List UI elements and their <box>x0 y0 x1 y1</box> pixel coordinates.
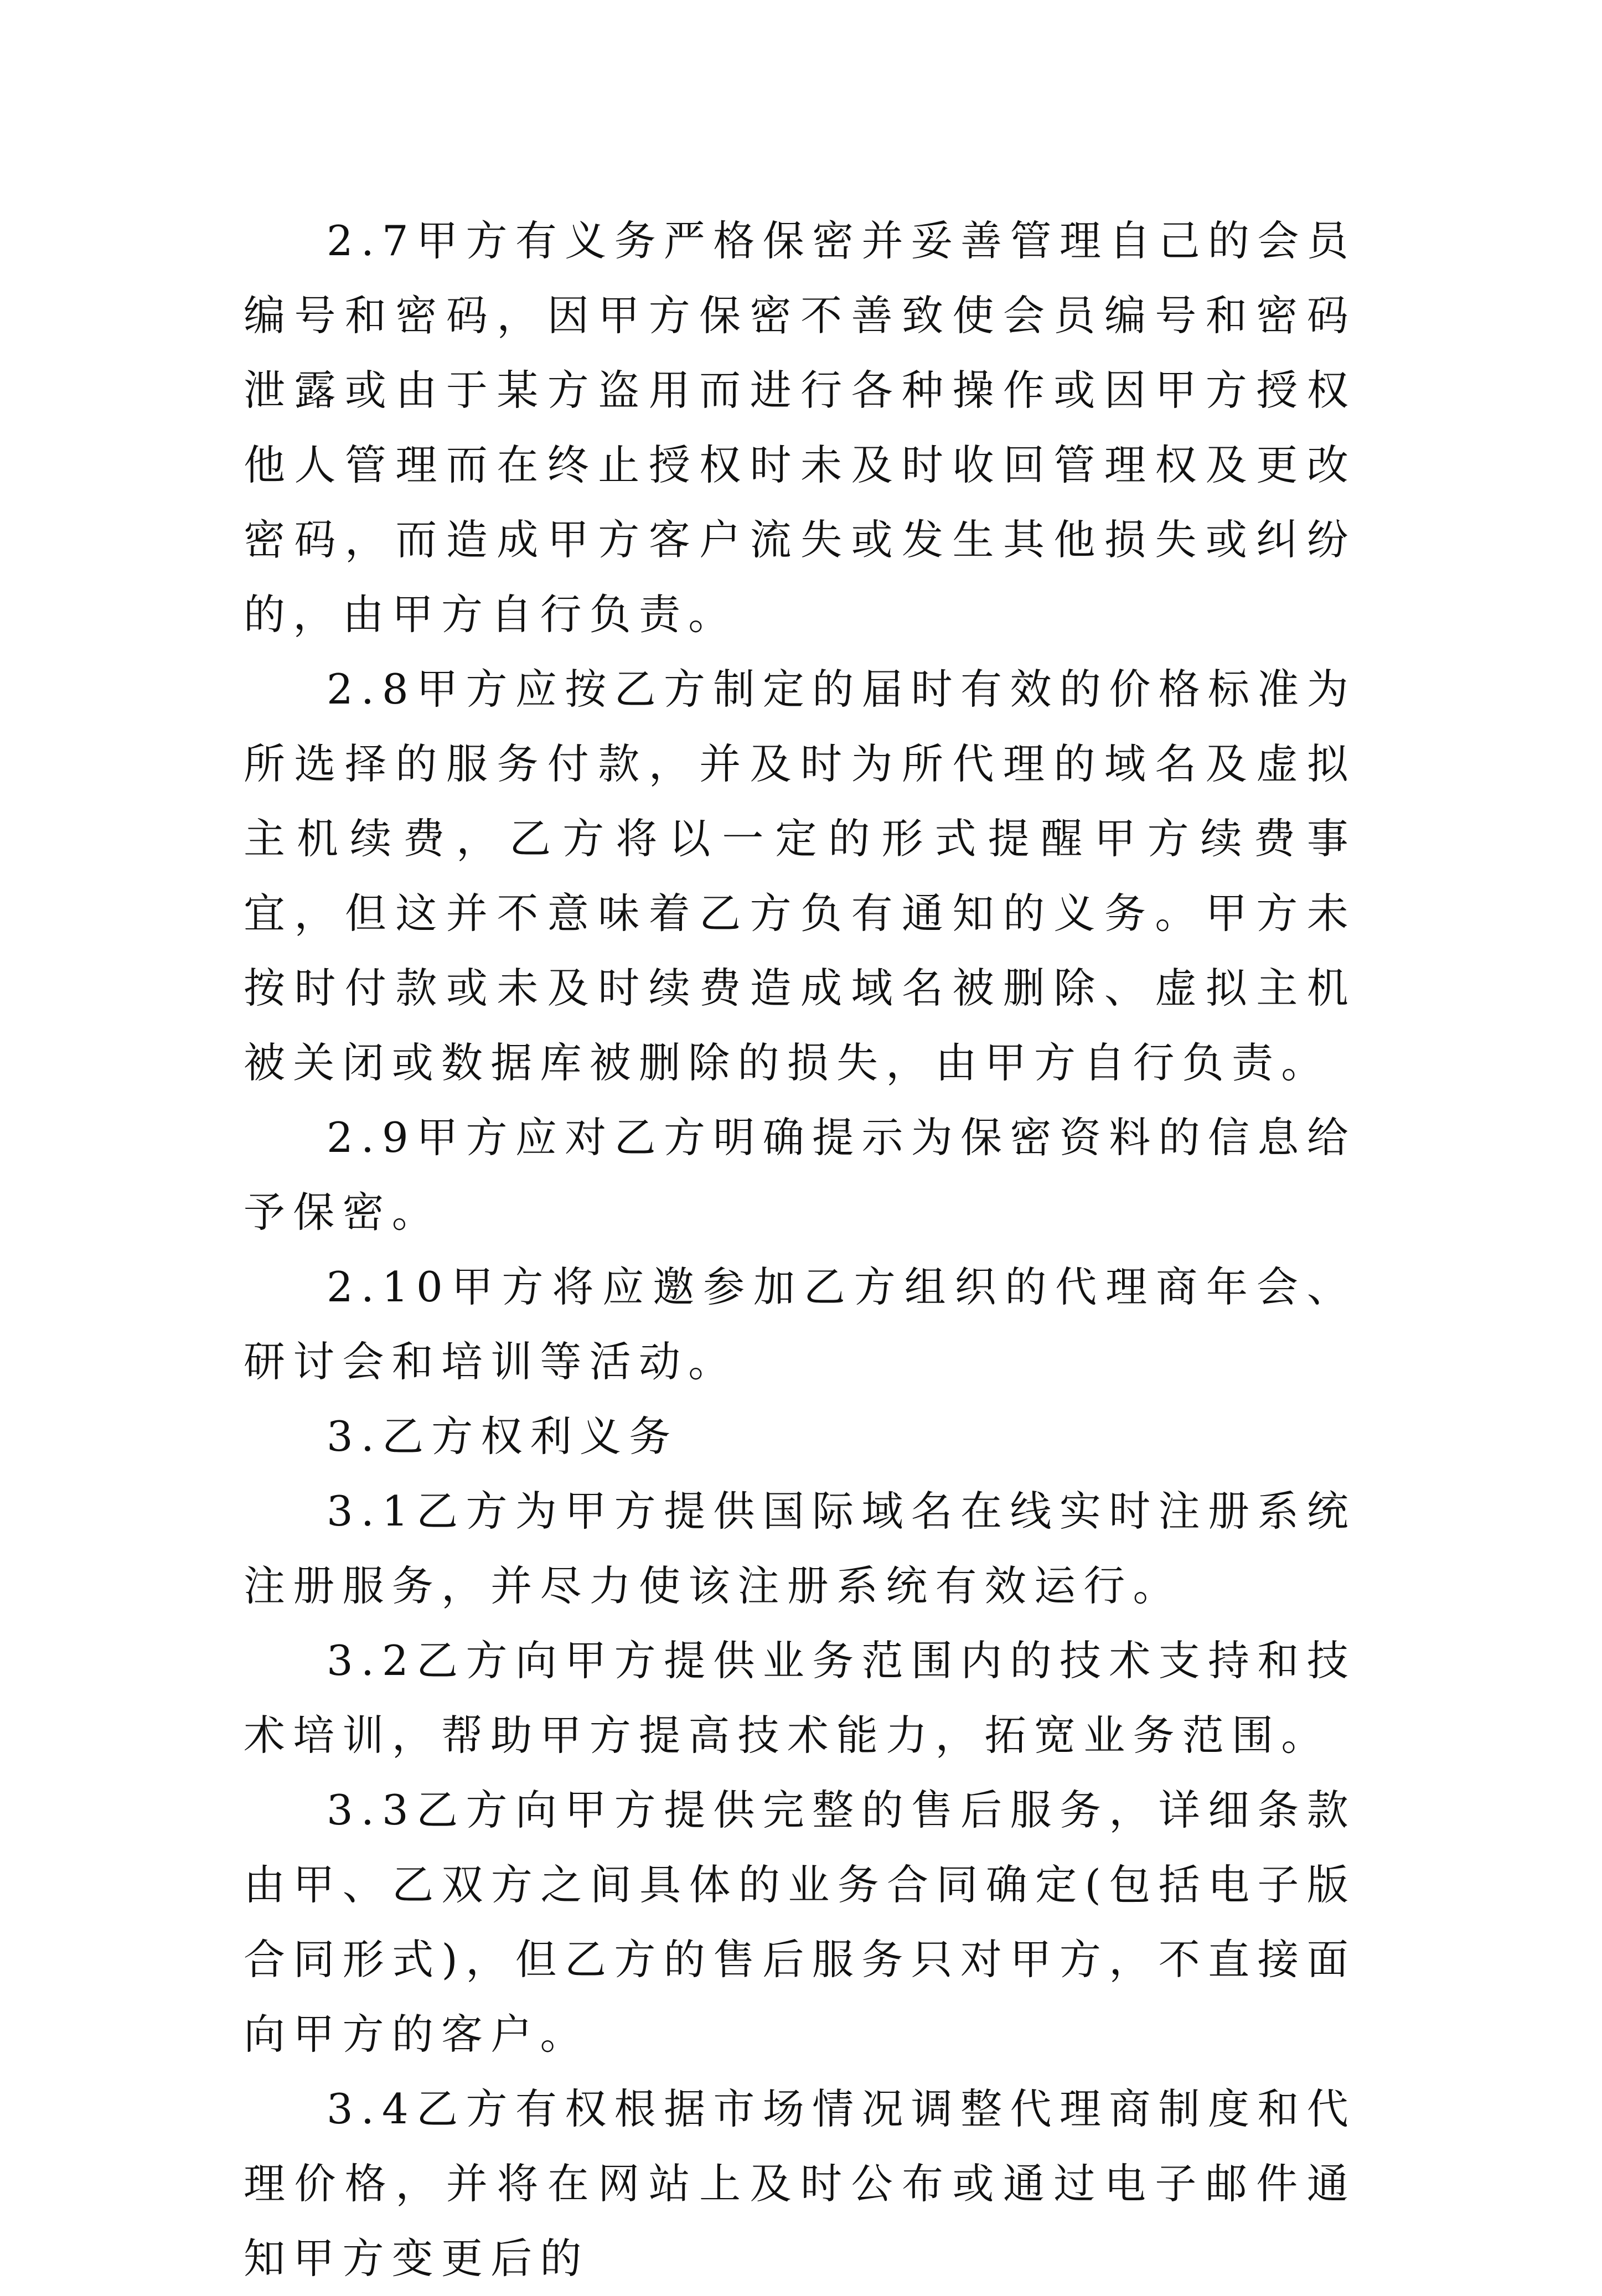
section-heading-3: 3.乙方权利义务 <box>327 1412 679 1461</box>
paragraph-2-9: 2.9甲方应对乙方明确提示为保密资料的信息给予保密。 <box>244 1113 1356 1237</box>
paragraph-2-10: 2.10甲方将应邀参加乙方组织的代理商年会、研讨会和培训等活动。 <box>244 1263 1356 1386</box>
paragraph-3-1: 3.1乙方为甲方提供国际域名在线实时注册系统注册服务，并尽力使该注册系统有效运行。 <box>244 1487 1356 1610</box>
paragraph-3-4: 3.4乙方有权根据市场情况调整代理商制度和代理价格，并将在网站上及时公布或通过电子邮件通知甲方变更后的 <box>244 2085 1356 2283</box>
document-body <box>244 204 1356 2296</box>
paragraph-3-2: 3.2乙方向甲方提供业务范围内的技术支持和技术培训，帮助甲方提高技术能力，拓宽业务范围。 <box>244 1636 1356 1760</box>
paragraph-3-3: 3.3乙方向甲方提供完整的售后服务，详细条款由甲、乙双方之间具体的业务合同确定(包括电子版合同形式)，但乙方的售后服务只对甲方，不直接面向甲方的客户。 <box>244 1786 1356 2059</box>
paragraph-2-8: 2.8甲方应按乙方制定的届时有效的价格标准为所选择的服务付款，并及时为所代理的域名及虚拟主机续费，乙方将以一定的形式提醒甲方续费事宜，但这并不意味着乙方负有通知的义务。甲方未按时付款或未及时续费造成域名被删除、虚拟主机被关闭或数据库被删除的损失，由甲方自行负责。 <box>244 665 1356 1087</box>
paragraph-2-7: 2.7甲方有义务严格保密并妥善管理自己的会员编号和密码，因甲方保密不善致使会员编号和密码泄露或由于某方盗用而进行各种操作或因甲方授权他人管理而在终止授权时未及时收回管理权及更改密码，而造成甲方客户流失或发生其他损失或纠纷的，由甲方自行负责。 <box>244 216 1356 639</box>
